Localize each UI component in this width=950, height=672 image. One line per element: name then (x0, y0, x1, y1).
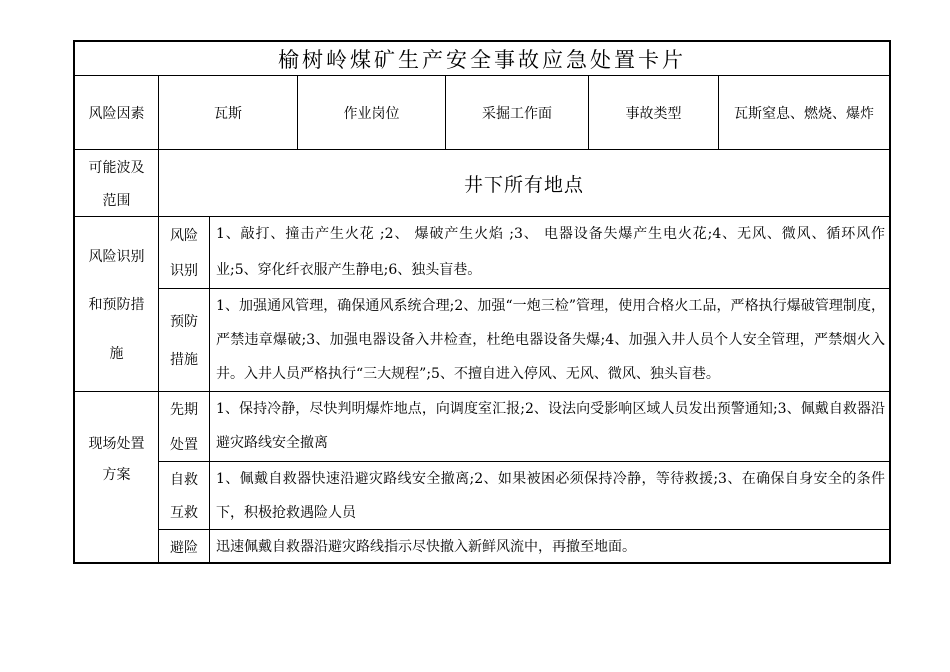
emergency-card-table (73, 40, 891, 564)
scope-label-line2: 范围 (102, 192, 131, 209)
scope-value: 井下所有地点 (463, 173, 584, 196)
risk-identify-label-line1: 风险 (170, 227, 198, 244)
early-response-label (159, 392, 209, 461)
avoid-label: 避险 (170, 540, 198, 556)
prevention-label (159, 289, 209, 391)
early-response-label-line2: 处置 (170, 436, 198, 453)
early-response-label-line1: 先期 (170, 402, 198, 419)
risk-section-label-line1: 风险识别 (88, 249, 145, 266)
prevention-text: 1、加强通风管理，确保通风系统合理;2、加强“一炮三检”管理，使用合格火工品，严格执行爆破管理制度，严禁违章爆破;3、加强电器设备入井检查，杜绝电器设备失爆;4、加强入井人员个人安全管理，严禁烟火入井。入井人员严格执行“三大规程”;5、不擅自进入停风、无风、微风、独头盲巷。 (216, 298, 885, 382)
self-rescue-label-line2: 互救 (170, 505, 198, 522)
post-value: 采掘工作面 (482, 105, 552, 122)
prevention-label-line2: 措施 (170, 352, 198, 368)
self-rescue-label-line1: 自救 (170, 471, 198, 488)
risk-identify-label (159, 217, 209, 288)
risk-section-label-line2: 和预防措 (88, 297, 145, 314)
plan-section-label-line1: 现场处置 (88, 435, 145, 452)
scope-label-line1: 可能波及 (88, 159, 145, 176)
post-label: 作业岗位 (343, 105, 400, 122)
self-rescue-text: 1、佩戴自救器快速沿避灾路线安全撤离;2、如果被困必须保持冷静，等待救援;3、在确保自身安全的条件下，积极抢救遇险人员 (216, 471, 885, 521)
card-title: 榆树岭煤矿生产安全事故应急处置卡片 (278, 47, 686, 72)
early-response-text: 1、保持冷静，尽快判明爆炸地点，向调度室汇报;2、设法向受影响区域人员发出预警通知;3、佩戴自救器沿避灾路线安全撤离 (216, 401, 885, 451)
risk-factor-value: 瓦斯 (214, 105, 242, 122)
risk-section-label (75, 232, 158, 377)
accident-type-value: 瓦斯窒息、燃烧、爆炸 (734, 105, 874, 122)
accident-type-label: 事故类型 (625, 105, 682, 122)
self-rescue-label (159, 462, 209, 529)
risk-section-label-line3: 施 (109, 345, 124, 362)
risk-factor-label: 风险因素 (88, 105, 145, 122)
prevention-label-line1: 预防 (170, 314, 198, 330)
avoid-text: 迅速佩戴自救器沿避灾路线指示尽快撤入新鲜风流中，再撤至地面。 (216, 539, 636, 555)
risk-identify-text: 1、敲打、撞击产生火花 ;2、 爆破产生火焰 ;3、 电器设备失爆产生电火花;4、无风、微风、循环风作业;5、穿化纤衣服产生静电;6、独头盲巷。 (216, 226, 885, 278)
risk-identify-label-line2: 识别 (170, 263, 198, 280)
plan-section-label (75, 427, 158, 489)
scope-label (75, 150, 158, 216)
plan-section-label-line2: 方案 (102, 466, 131, 483)
